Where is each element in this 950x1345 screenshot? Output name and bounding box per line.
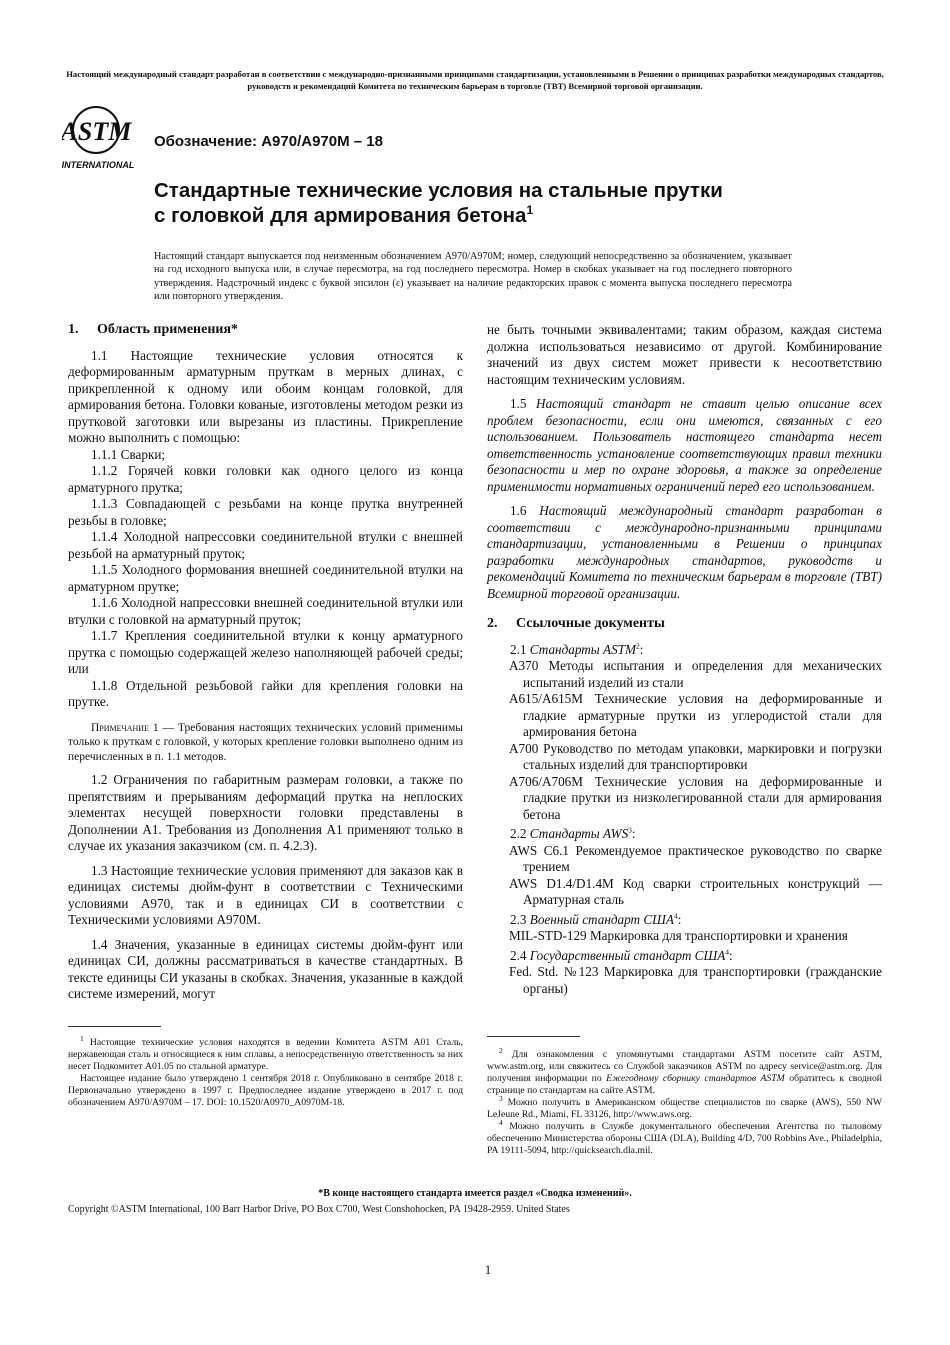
title-footnote-mark: 1 [526, 203, 534, 218]
page-number: 1 [484, 1262, 492, 1277]
ref-aws-c6-1: AWS C6.1 Рекомендуемое практическое руководство по сварке трением [509, 842, 882, 874]
footnote-3: $^3$ Можно получить в Американском обществе специалистов по сварке (AWS), 550 NW LeJeune Rd., Miami, FL 33126, http://www.aws.org. [487, 1093, 882, 1120]
left-column [68, 322, 463, 1003]
item-1-1-3: 1.1.3 Совпадающей с резьбами на конце прутка внутренней резьбы в головке; [68, 496, 463, 528]
title-line-1: Стандартные технические условия на стальные прутки [154, 179, 723, 202]
item-1-1-6: 1.1.6 Холодной напрессовки внешней соединительной втулки или втулки с головкой на арматурный пруток; [68, 595, 463, 627]
right-column [487, 322, 882, 997]
section-2-heading: 2. Ссылочные документы [487, 616, 665, 631]
ref-a370: A370 Методы испытания и определения для механических испытаний изделий из стали [509, 658, 882, 690]
ref-a700: A700 Руководство по методам упаковки, маркировки и погрузки стальных изделий для транспортировки [509, 740, 882, 772]
footnote-2: $^2$ Для ознакомления с упомянутыми стандартами ASTM посетите сайт ASTM, www.astm.org, или свяжитесь со Службой заказчиков ASTM по адресу service@astm.org. Для получения информации по Ежегодному сборнику стандартов ASTM обратитесь к сводной странице по стандартам на сайте ASTM. [487, 1045, 883, 1096]
para-1-5: 1.5 Настоящий стандарт не ставит целью описание всех проблем безопасности, если они имеются, связанных с его использованием. Пользователь настоящего стандарта несет ответственность установление соответствующих правил техники безопасности и мер по охране здоровья, а также за определение применимости нормативных ограничений перед его использованием. [487, 396, 882, 494]
summary-of-changes-note: *В конце настоящего стандарта имеется раздел «Сводка изменений». [318, 1188, 632, 1199]
subsection-2-4: 2.4 Государственный стандарт США$^4$: [510, 947, 733, 963]
item-1-1-2: 1.1.2 Горячей ковки головки как одного целого из конца арматурного прутка; [68, 463, 463, 495]
item-1-1-1: 1.1.1 Сварки; [91, 446, 166, 462]
top-standard-note: Настоящий международный стандарт разработан в соответствии с международно-признанными принципами стандартизации, установленными в Решении о принципах разработки международных стандартов, руководств и рекомендаций Комитета по техническим барьерам в торговле (TBT) Всемирной торговой организации. [66, 69, 884, 91]
ref-a615: A615/A615M Технические условия на деформированные и гладкие арматурные прутки из углеродистой стали для армирования бетона [509, 691, 882, 739]
astm-logo [62, 104, 158, 176]
svg-text:ASTM: ASTM [62, 117, 132, 146]
ref-fed-std-123: Fed. Std. №123 Маркировка для транспортировки (гражданские органы) [509, 964, 882, 996]
footnotes-left [68, 1033, 463, 1109]
footnote-rule-right [487, 1036, 580, 1037]
footnote-1b: Настоящее издание было утверждено 1 сентября 2018 г. Опубликовано в сентябре 2018 г. Первоначально утверждено в 1997 г. Предпоследнее издание утверждено в 2017 г. под обозначением A970/A970M – 17. DOI: 10.1520/A0970_A0970M-18. [68, 1073, 463, 1108]
ref-aws-d1-4: AWS D1.4/D1.4M Код сварки строительных конструкций — Арматурная сталь [509, 875, 882, 907]
footnote-1: $^1$ Настоящие технические условия находятся в ведении Комитета ASTM A01 Сталь, нержавеющая сталь и относящиеся к ним сплавы, а непосредственную ответственность за них несет Подкомитет A01.05 по стальной арматуре. [68, 1033, 463, 1072]
para-1-2: 1.2 Ограничения по габаритным размерам головки, а также по препятствиям и прерываниям деформаций прутка на неплоских элементах несущей поверхности головки представлены в Дополнении A1. Требования из Дополнения A1 применяют только в случае их указания заказчиком (см. п. 4.2.3). [68, 772, 463, 853]
footnote-rule-left [68, 1026, 161, 1027]
para-1-4: 1.4 Значения, указанные в единицах системы дюйм-фунт или единицах СИ, должны рассматриваться в качестве стандартных. В тексте единицы СИ указаны в скобках. Значения, указанные в каждой системе измерений, могут [68, 936, 463, 1001]
title-line-2: с головкой для армирования бетона$^1$ [154, 203, 534, 227]
ref-mil-std-129: MIL-STD-129 Маркировка для транспортировки и хранения [509, 928, 848, 943]
intro-paragraph: Настоящий стандарт выпускается под неизменным обозначением A970/A970M; номер, следующий непосредственно за обозначением, указывает на год исходного выпуска или, в случае пересмотра, на год последнего пересмотра. Номер в скобках указывает на год последнего повторного утверждения. Надстрочный индекс с буквой эпсилон (ε) указывает на наличие редакторских правок с момента выпуска последнего пересмотра или повторного утверждения. [154, 251, 792, 303]
item-1-1-4: 1.1.4 Холодной напрессовки соединительной втулки с внешней резьбой на арматурный пруток; [68, 529, 463, 561]
item-1-1-5: 1.1.5 Холодного формования внешней соединительной втулки на арматурном прутке; [68, 562, 463, 594]
document-title [154, 178, 834, 228]
subsection-2-1: 2.1 Стандарты ASTM$^2$: [510, 641, 644, 657]
designation: Обозначение: A970/A970M – 18 [154, 133, 383, 150]
footnotes-right [487, 1045, 883, 1157]
footnote-4: $^4$ Можно получить в Службе документального обеспечения Агентства по тыловому обеспечению Министерства обороны США (DLA), Building 4/D, 700 Robbins Ave., Philadelphia, PA 19111-5094, http://quicksearch.dla.mil. [487, 1117, 882, 1156]
para-1-6: 1.6 Настоящий международный стандарт разработан в соответствии с международно-признанными принципами стандартизации, установленными в Решении о принципах разработки международных стандартов, руководств и рекомендаций Комитета по техническим барьерам в торговле (TBT) Всемирной торговой организации. [487, 503, 882, 601]
logo-international-text: INTERNATIONAL [62, 160, 135, 170]
subsection-2-2: 2.2 Стандарты AWS$^3$: [510, 825, 636, 841]
para-1-1: 1.1 Настоящие технические условия относятся к деформированным арматурным пруткам в мерных длинах, с прикрепленной к одному или обоим концам головкой, для армирования бетона. Головки кованые, изготовлены методом резки из прутковой заготовки или вырезаны из пластины. Прикрепление можно выполнить с помощью: [68, 347, 463, 445]
para-1-4-cont: не быть точными эквивалентами; таким образом, каждая система должна использоваться независимо от другой. Комбинирование значений из двух систем может привести к несоответствию настоящим техническим условиям. [487, 322, 882, 387]
section-1-heading: 1. Область применения* [68, 322, 239, 337]
item-1-1-7: 1.1.7 Крепления соединительной втулки к концу арматурного прутка с помощью содержащей железо наполняющей рабочей среды; или [68, 628, 463, 676]
astm-logo-icon [62, 104, 158, 176]
ref-a706: A706/A706M Технические условия на деформированные и гладкие прутки из низколегированной стали для армирования бетона [509, 773, 882, 822]
note-1: Примечание 1 — Требования настоящих технических условий применимы только к пруткам с головкой, у которых крепление головки выполнено одним из перечисленных в п. 1.1 методов. [68, 721, 464, 763]
subsection-2-3: 2.3 Военный стандарт США$^4$: [510, 911, 682, 927]
para-1-3: 1.3 Настоящие технические условия применяют для заказов как в единицах системы дюйм-фунт в соответствии с Техническими условиями A970, так и в единицах СИ в соответствии с Техническими условиями A970M. [68, 862, 463, 927]
copyright: Copyright ©ASTM International, 100 Barr Harbor Drive, PO Box C700, West Conshohocken, PA 19428-2959. United States [68, 1204, 570, 1215]
item-1-1-8: 1.1.8 Отдельной резьбовой гайки для крепления головки на прутке. [68, 677, 463, 709]
